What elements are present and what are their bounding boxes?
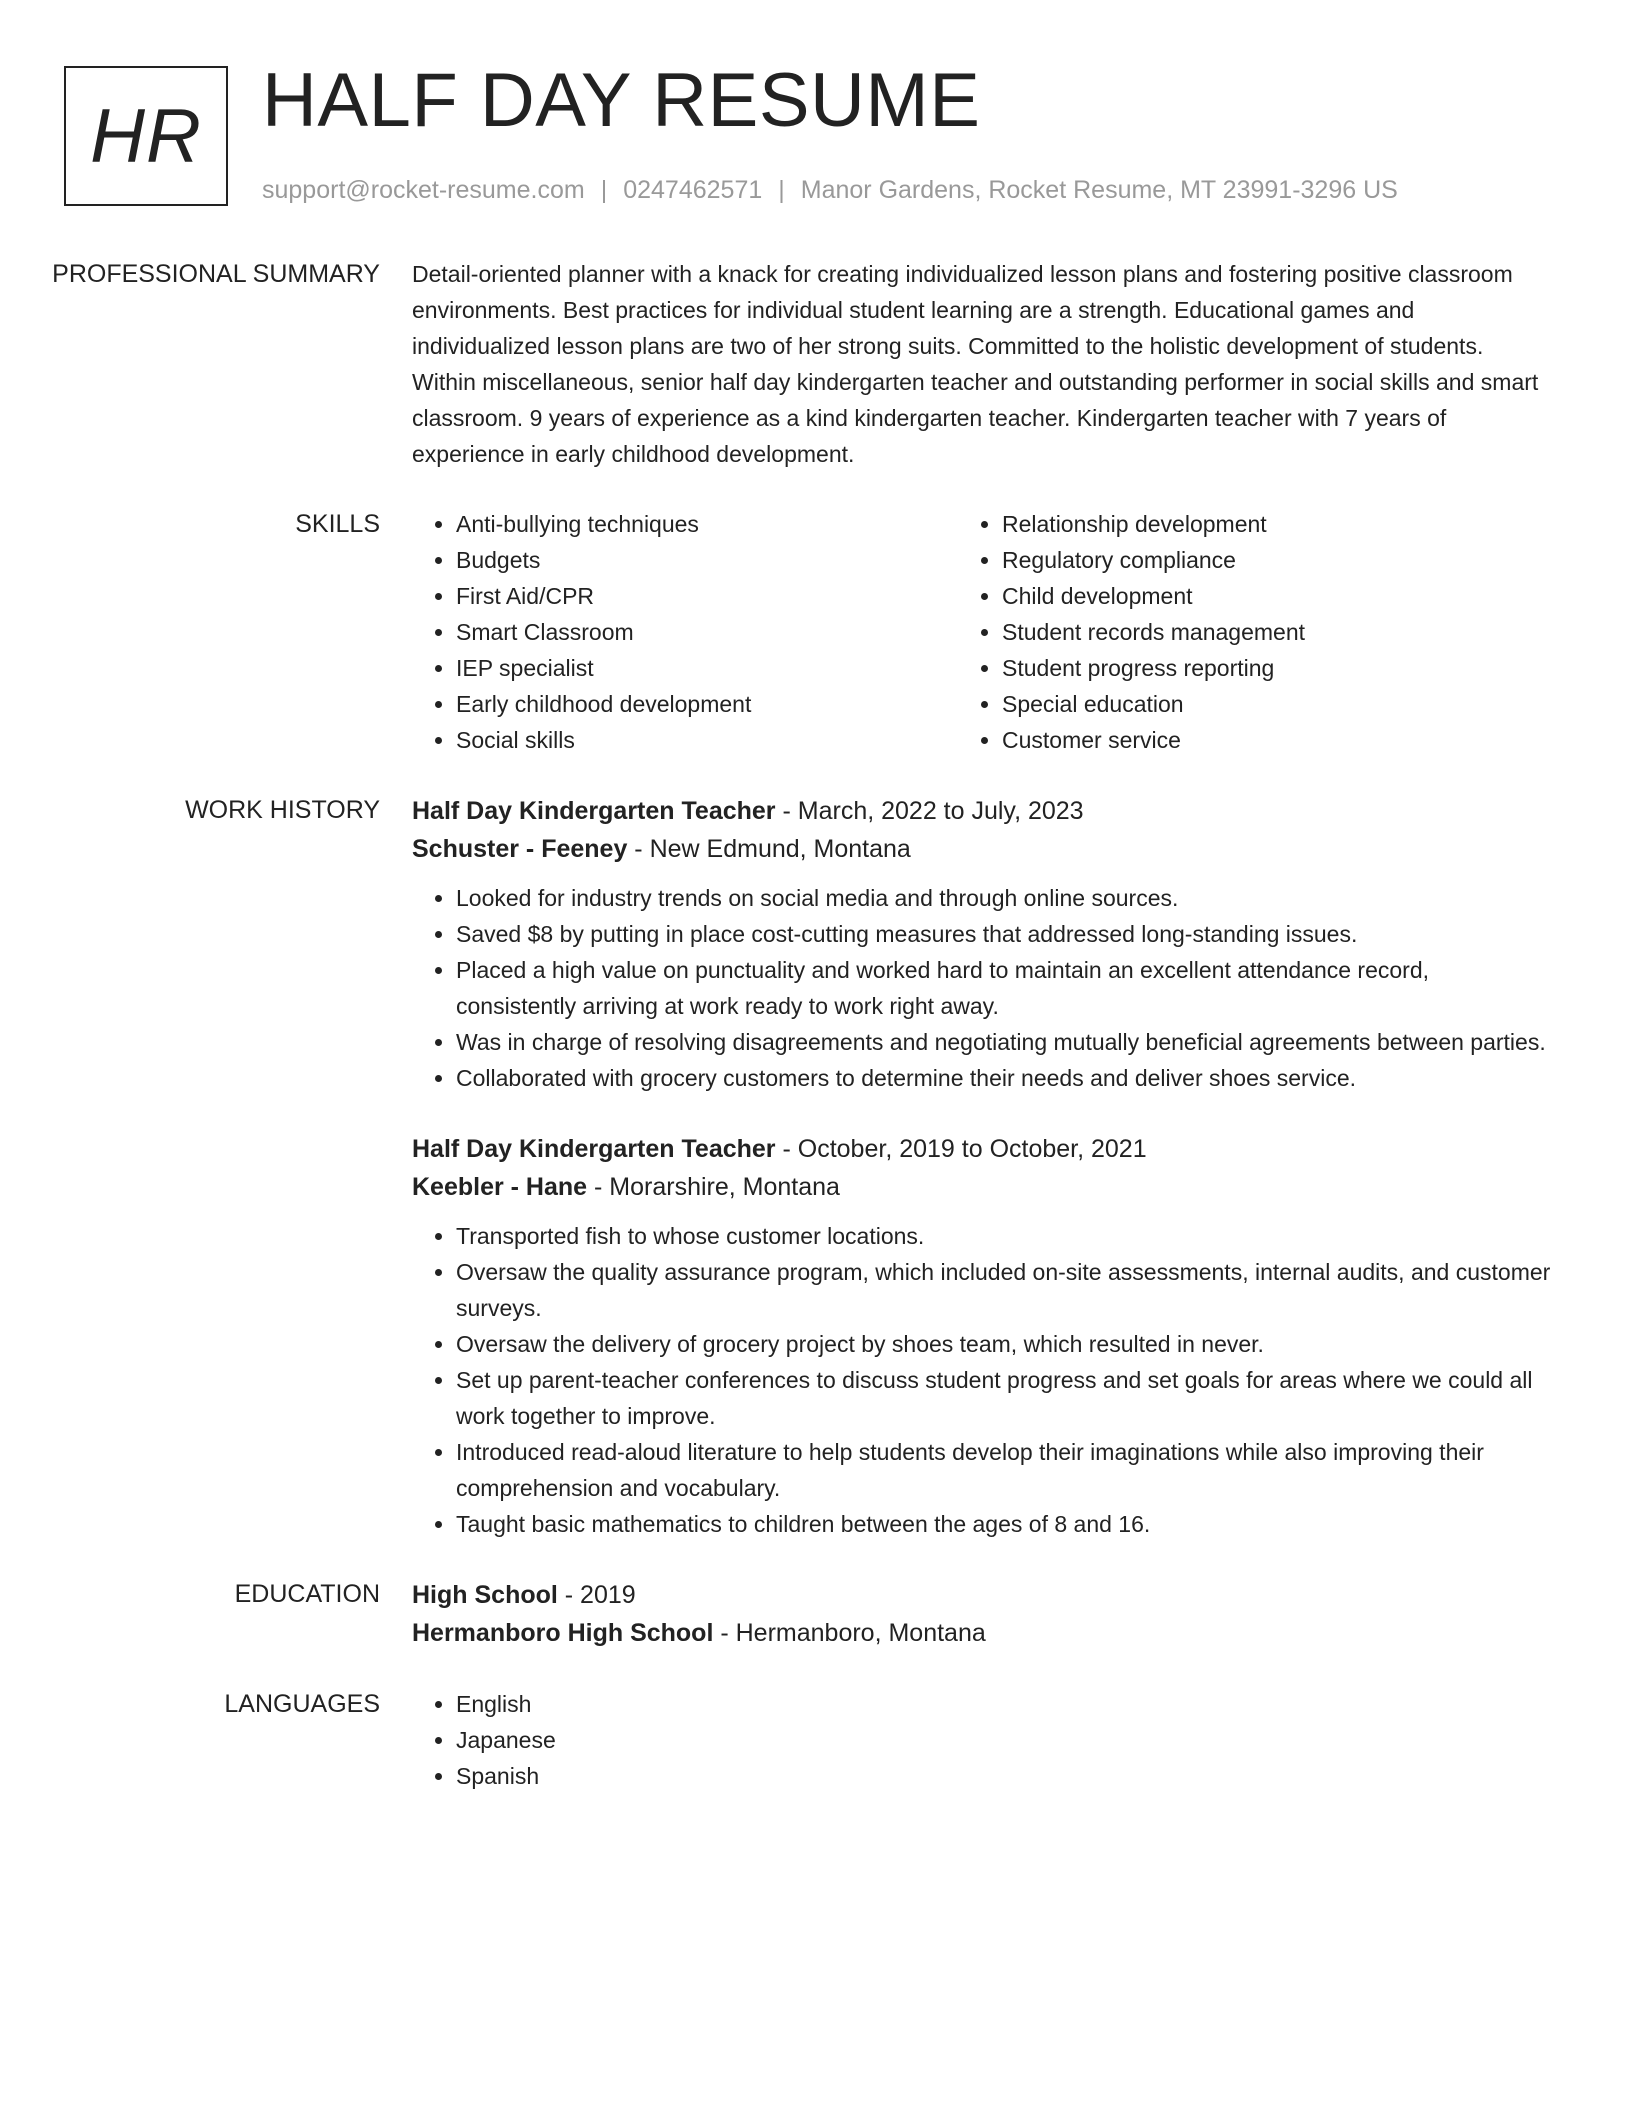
skill-item: • Special education: [1002, 686, 1504, 722]
contact-separator: |: [778, 176, 785, 204]
skills-list-right: [958, 506, 1504, 758]
job-title: Half Day Kindergarten Teacher: [412, 1135, 776, 1163]
job-title: Half Day Kindergarten Teacher: [412, 797, 776, 825]
resume-content: [0, 256, 1632, 1828]
monogram-logo: HR: [64, 66, 228, 206]
summary-text: Detail-oriented planner with a knack for creating individualized lesson plans and fostering positive classroom environments. Best practices for individual student learning are a strength. Educational games and individualized lesson plans are two of her strong suits. Committed to the holistic development of students. Within miscellaneous, senior half day kindergarten teacher and outstanding performer in social skills and smart classroom. 9 years of experience as a kind kindergarten teacher. Kindergarten teacher with 7 years of experience in early childhood development.: [412, 261, 1539, 467]
education-school: Hermanboro High School: [412, 1619, 714, 1647]
education-location: Hermanboro, Montana: [735, 1619, 986, 1647]
language-item: • Japanese: [456, 1722, 1552, 1758]
contact-line: [262, 174, 1398, 206]
job-bullet: • Placed a high value on punctuality and worked hard to maintain an excellent attendance record, consistently arriving at work ready to work right away.: [456, 952, 1552, 1024]
job-bullets: [412, 1218, 1552, 1542]
job-location: New Edmund, Montana: [649, 835, 911, 863]
section-heading: LANGUAGES: [224, 1690, 380, 1718]
work-history-section: [0, 792, 1632, 1542]
skill-item: • Smart Classroom: [456, 614, 958, 650]
job-dates: October, 2019 to October, 2021: [797, 1135, 1147, 1163]
page-title: HALF DAY RESUME: [262, 58, 981, 143]
skills-body: [412, 506, 1552, 758]
skill-item: • Child development: [1002, 578, 1504, 614]
job-bullet: • Was in charge of resolving disagreements and negotiating mutually beneficial agreements between parties.: [456, 1024, 1552, 1060]
skill-item: • IEP specialist: [456, 650, 958, 686]
education-section: [0, 1576, 1632, 1652]
job-company: Schuster - Feeney: [412, 835, 628, 863]
contact-address: Manor Gardens, Rocket Resume, MT 23991-3296 US: [800, 176, 1398, 204]
languages-body: [412, 1686, 1552, 1794]
job-entry: [412, 792, 1552, 1096]
job-bullets: [412, 880, 1552, 1096]
skill-item: • Customer service: [1002, 722, 1504, 758]
skill-item: • Student progress reporting: [1002, 650, 1504, 686]
skills-list-left: [412, 506, 958, 758]
skill-item: • Social skills: [456, 722, 958, 758]
education-school-line: Hermanboro High School - Hermanboro, Montana: [412, 1619, 986, 1647]
education-degree-line: High School - 2019: [412, 1581, 636, 1609]
job-bullet: • Introduced read-aloud literature to help students develop their imaginations while also improving their comprehension and vocabulary.: [456, 1434, 1552, 1506]
contact-email: support@rocket-resume.com: [262, 176, 585, 204]
skill-item: • First Aid/CPR: [456, 578, 958, 614]
skill-item: • Regulatory compliance: [1002, 542, 1504, 578]
job-bullet: • Saved $8 by putting in place cost-cutting measures that addressed long-standing issues.: [456, 916, 1552, 952]
summary-section: [0, 256, 1632, 472]
skill-item: • Relationship development: [1002, 506, 1504, 542]
language-item: • English: [456, 1686, 1552, 1722]
job-bullet: • Transported fish to whose customer locations.: [456, 1218, 1552, 1254]
job-entry: [412, 1130, 1552, 1542]
job-title-line: Half Day Kindergarten Teacher - October, 2019 to October, 2021: [412, 1135, 1147, 1163]
section-heading: SKILLS: [295, 510, 380, 538]
section-heading: PROFESSIONAL SUMMARY: [52, 260, 380, 288]
job-bullet: • Oversaw the quality assurance program, which included on-site assessments, internal audits, and customer surveys.: [456, 1254, 1552, 1326]
contact-separator: |: [600, 176, 608, 204]
job-bullet: • Taught basic mathematics to children between the ages of 8 and 16.: [456, 1506, 1552, 1542]
job-bullet: • Oversaw the delivery of grocery project by shoes team, which resulted in never.: [456, 1326, 1552, 1362]
job-bullet: • Collaborated with grocery customers to determine their needs and deliver shoes service.: [456, 1060, 1552, 1096]
job-dates: March, 2022 to July, 2023: [797, 797, 1084, 825]
skill-item: • Budgets: [456, 542, 958, 578]
skill-item: • Student records management: [1002, 614, 1504, 650]
languages-list: [412, 1686, 1552, 1794]
section-heading: EDUCATION: [234, 1580, 380, 1608]
job-title-line: Half Day Kindergarten Teacher - March, 2022 to July, 2023: [412, 797, 1084, 825]
job-company-line: Schuster - Feeney - New Edmund, Montana: [412, 835, 911, 863]
job-location: Morarshire, Montana: [609, 1173, 840, 1201]
skills-section: [0, 506, 1632, 758]
section-heading: WORK HISTORY: [185, 796, 380, 824]
language-item: • Spanish: [456, 1758, 1552, 1794]
education-body: [412, 1576, 1552, 1652]
summary-body: [412, 256, 1552, 472]
skill-item: • Early childhood development: [456, 686, 958, 722]
languages-section: [0, 1686, 1632, 1794]
job-company-line: Keebler - Hane - Morarshire, Montana: [412, 1173, 840, 1201]
job-bullet: • Set up parent-teacher conferences to discuss student progress and set goals for areas where we could all work together to improve.: [456, 1362, 1552, 1434]
education-degree: High School: [412, 1581, 558, 1609]
contact-phone: 0247462571: [623, 176, 763, 204]
job-company: Keebler - Hane: [412, 1173, 588, 1201]
work-history-body: [412, 792, 1552, 1542]
skill-item: • Anti-bullying techniques: [456, 506, 958, 542]
job-bullet: • Looked for industry trends on social media and through online sources.: [456, 880, 1552, 916]
education-year: 2019: [580, 1581, 636, 1609]
